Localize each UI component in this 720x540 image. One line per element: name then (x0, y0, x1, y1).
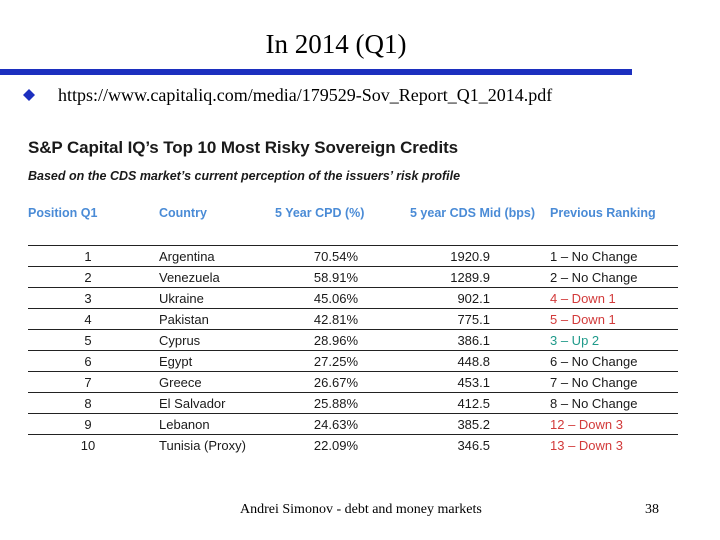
cell-cpd: 27.25% (313, 354, 358, 369)
slide-footer: Andrei Simonov - debt and money markets (240, 502, 482, 517)
cell-ranking: 4 – Down 1 (550, 291, 616, 306)
table-row (28, 371, 678, 392)
cell-cpd: 45.06% (313, 291, 358, 306)
cell-cpd: 24.63% (313, 417, 358, 432)
table-row (28, 287, 678, 308)
cell-cds: 1289.9 (450, 270, 490, 285)
cell-country: Greece (159, 375, 202, 390)
cell-position: 7 (84, 375, 92, 390)
cell-ranking: 5 – Down 1 (550, 312, 616, 327)
cell-cpd: 42.81% (313, 312, 358, 327)
title-divider (0, 69, 632, 75)
cell-position: 6 (84, 354, 92, 369)
cell-ranking: 2 – No Change (550, 270, 638, 285)
cell-ranking: 7 – No Change (550, 375, 638, 390)
cell-country: Egypt (159, 354, 193, 369)
cell-cpd: 26.67% (313, 375, 358, 390)
cell-cds: 453.1 (457, 375, 490, 390)
table-header (28, 206, 678, 226)
cell-position: 8 (84, 396, 92, 411)
table-row (28, 434, 678, 455)
cell-country: Argentina (159, 249, 215, 264)
cell-country: Ukraine (159, 291, 204, 306)
bullet-icon (23, 89, 35, 101)
cell-cpd: 28.96% (313, 333, 358, 348)
table-title: S&P Capital IQ’s Top 10 Most Risky Sovereign Credits (28, 138, 458, 157)
cell-cds: 1920.9 (450, 249, 490, 264)
table-row (28, 266, 678, 287)
cell-position: 1 (84, 249, 92, 264)
table-row (28, 350, 678, 371)
cell-cpd: 70.54% (313, 249, 358, 264)
slide-title: In 2014 (Q1) (265, 29, 407, 59)
cell-ranking: 3 – Up 2 (550, 333, 600, 348)
cell-ranking: 13 – Down 3 (550, 438, 623, 453)
table-row (28, 308, 678, 329)
table-subtitle: Based on the CDS market’s current perception of the issuers’ risk profile (28, 169, 461, 183)
cell-position: 4 (84, 312, 92, 327)
table-row (28, 413, 678, 434)
table-row (28, 245, 678, 266)
cell-ranking: 6 – No Change (550, 354, 638, 369)
page-number: 38 (645, 502, 659, 517)
cell-position: 10 (80, 438, 96, 453)
cell-cds: 385.2 (457, 417, 490, 432)
cell-cpd: 25.88% (313, 396, 358, 411)
cell-cds: 902.1 (457, 291, 490, 306)
table-row (28, 329, 678, 350)
cell-cds: 775.1 (457, 312, 490, 327)
cell-cds: 386.1 (457, 333, 490, 348)
header-ranking: Previous Ranking (550, 206, 656, 220)
header-position: Position Q1 (28, 206, 98, 220)
header-cds: 5 year CDS Mid (bps) (410, 206, 536, 220)
cell-country: Lebanon (159, 417, 210, 432)
cell-country: El Salvador (159, 396, 226, 411)
cell-position: 5 (84, 333, 92, 348)
cell-ranking: 1 – No Change (550, 249, 638, 264)
cell-country: Tunisia (Proxy) (159, 438, 246, 453)
header-country: Country (159, 206, 207, 220)
cell-cds: 412.5 (457, 396, 490, 411)
table-row (28, 392, 678, 413)
cell-ranking: 12 – Down 3 (550, 417, 623, 432)
cell-cds: 346.5 (457, 438, 490, 453)
header-cpd: 5 Year CPD (%) (275, 206, 365, 220)
cell-position: 2 (84, 270, 92, 285)
cell-cpd: 58.91% (313, 270, 358, 285)
cell-country: Venezuela (159, 270, 220, 285)
cell-position: 9 (84, 417, 92, 432)
cell-cds: 448.8 (457, 354, 490, 369)
table-body (28, 245, 678, 455)
cell-cpd: 22.09% (313, 438, 358, 453)
source-url: https://www.capitaliq.com/media/179529-Sov_Report_Q1_2014.pdf (58, 85, 553, 105)
cell-country: Cyprus (159, 333, 201, 348)
cell-position: 3 (84, 291, 92, 306)
cell-ranking: 8 – No Change (550, 396, 638, 411)
cell-country: Pakistan (159, 312, 209, 327)
